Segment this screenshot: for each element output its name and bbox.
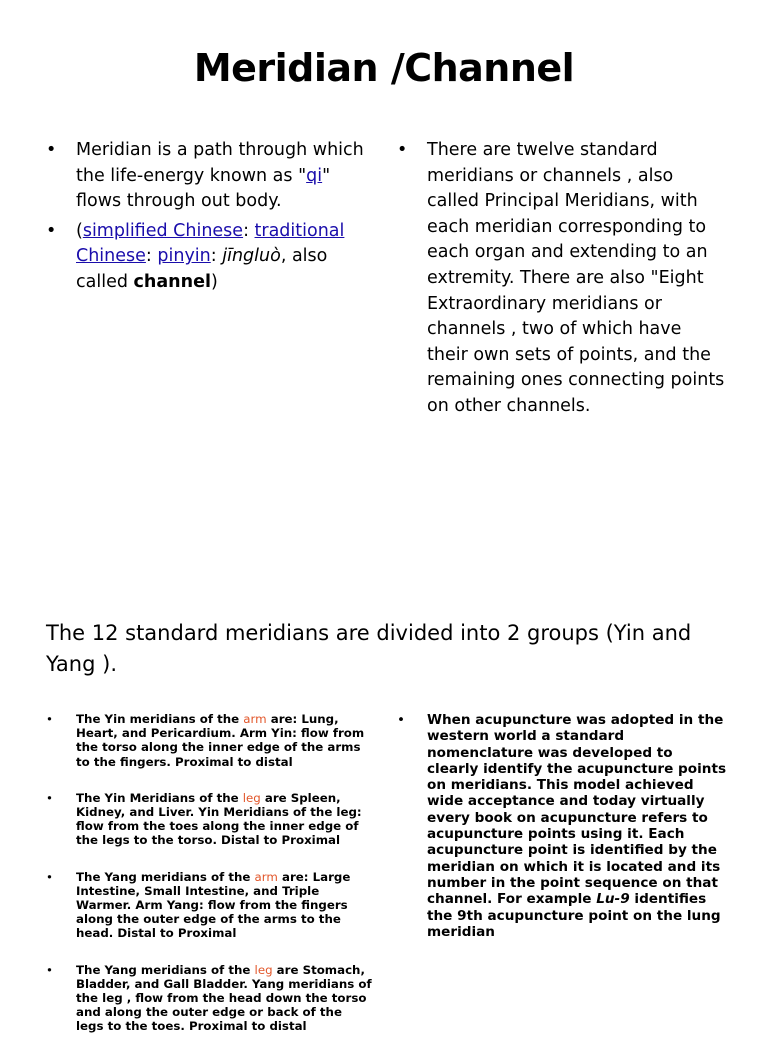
text-span: The Yin Meridians of the <box>76 790 243 805</box>
bullet-icon: • <box>397 712 406 728</box>
list-item <box>46 963 372 1034</box>
left-column <box>46 138 366 300</box>
bullet-icon: • <box>46 140 57 160</box>
slide-meridian-groups <box>0 596 768 1034</box>
bullet-icon: • <box>46 962 53 977</box>
text-span: : <box>210 246 223 267</box>
bullet-icon: • <box>46 712 53 726</box>
text-span: There are twelve standard meridians or channels , also called Principal Meridians, with each meridian corresponding to each organ and extending to an extremity. There are also "Eight Extraordinary meridians or channels , two of which have their own sets of points, and the remaining ones connecting points on other channels. <box>427 140 725 416</box>
list-item <box>46 870 372 941</box>
text-span: Meridian is a path through which the life-energy known as " <box>76 140 364 186</box>
highlight-text: leg <box>254 962 273 977</box>
text-span: , also called <box>76 246 328 292</box>
text-span: are Stomach, Bladder, and Gall Bladder. Yang meridians of the leg , flow from the head down the torso and along the outer edge or back of the legs to the toes. Proximal to distal <box>76 962 372 1034</box>
bullet-icon: • <box>46 869 53 884</box>
left-column <box>46 712 372 1056</box>
text-span: The Yin meridians of the <box>76 712 244 726</box>
text-span: ) <box>210 271 218 292</box>
right-column <box>397 138 727 424</box>
highlight-text: arm <box>254 869 278 884</box>
text-span: When acupuncture was adopted in the western world a standard nomenclature was developed to clearly identify the acupuncture points on meridians. This model achieved wide acceptance and today virtually every book on acupuncture refers to acupuncture points using it. Each acupuncture point is identified by the meridian on which it is located and its number in the point sequence on that channel. For example <box>427 712 727 908</box>
text-span: are: Lung, Heart, and Pericardium. Arm Yin: flow from the torso along the inner edge of the arms to the fingers. Proximal to distal <box>76 712 365 769</box>
list-item <box>397 712 727 940</box>
italic-text: Lu-9 <box>596 891 630 908</box>
text-span: : <box>243 220 255 241</box>
text-span: ( <box>76 220 83 241</box>
text-span: The Yang meridians of the <box>76 962 255 977</box>
pinyin-link[interactable]: pinyin <box>157 246 211 267</box>
bullet-icon: • <box>46 220 57 241</box>
right-column <box>397 712 727 940</box>
page-title: Meridian /Channel <box>193 46 575 90</box>
text-span: are Spleen, Kidney, and Liver. Yin Meridians of the leg: flow from the toes along the inner edge of the legs to the torso. Distal to Proximal <box>76 790 362 848</box>
section-heading: The 12 standard meridians are divided into 2 groups (Yin and Yang ). <box>46 621 692 676</box>
list-item <box>46 219 366 296</box>
list-item <box>46 791 372 848</box>
text-span: The Yang meridians of the <box>76 869 255 884</box>
text-span: identifies the 9th acupuncture point on the lung meridian <box>427 891 721 940</box>
highlight-text: leg <box>242 790 261 805</box>
text-span: : <box>145 246 158 267</box>
bullet-icon: • <box>397 140 408 160</box>
bullet-icon: • <box>46 790 53 805</box>
italic-text: jīngluò <box>222 246 281 267</box>
text-span: " flows through out body. <box>76 165 331 212</box>
traditional-chinese-link[interactable]: traditional Chinese <box>76 220 345 267</box>
highlight-text: arm <box>243 712 267 726</box>
list-item <box>46 712 372 769</box>
text-span: are: Large Intestine, Small Intestine, and Triple Warmer. Arm Yang: flow from the fingers along the outer edge of the arms to the head. Distal to Proximal <box>76 869 351 941</box>
list-item <box>46 138 366 215</box>
qi-link[interactable]: qi <box>306 165 323 186</box>
simplified-chinese-link[interactable]: simplified Chinese <box>82 220 244 241</box>
list-item <box>397 138 727 420</box>
bold-text: channel <box>133 271 211 292</box>
